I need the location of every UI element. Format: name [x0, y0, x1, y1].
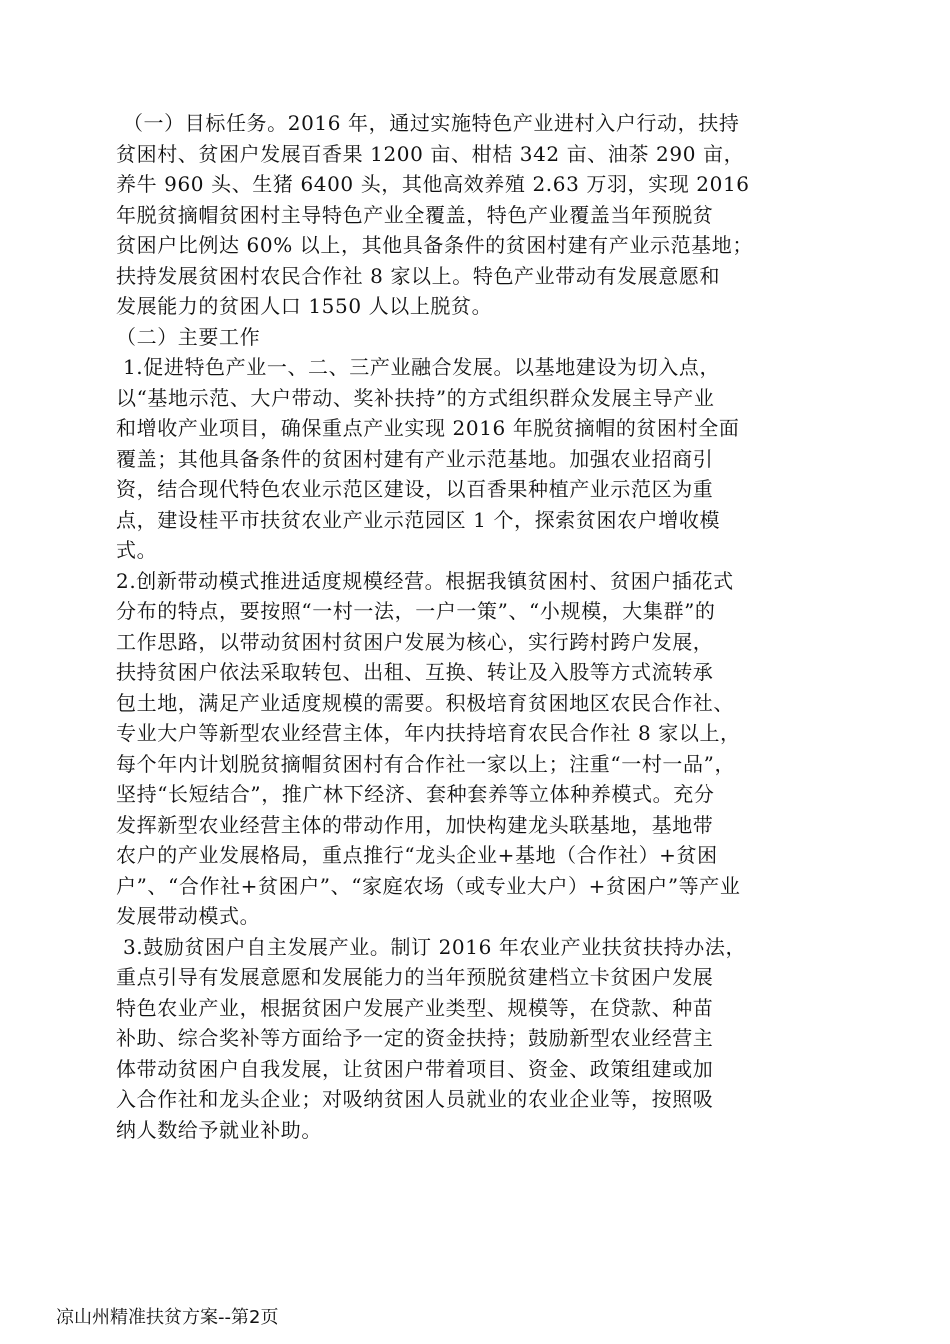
text-line: 纳人数给予就业补助。 — [116, 1117, 322, 1142]
text-line: 包土地，满足产业适度规模的需要。积极培育贫困地区农民合作社、 — [116, 690, 734, 715]
text-line: 农户的产业发展格局，重点推行“龙头企业+基地（合作社）+贫困 — [116, 843, 718, 867]
text-line: 扶持发展贫困村农民合作社 8 家以上。特色产业带动有发展意愿和 — [116, 263, 721, 288]
text-line: 以“基地示范、大户带动、奖补扶持”的方式组织群众发展主导产业 — [116, 385, 715, 410]
text-line: 分布的特点，要按照“一村一法，一户一策”、“小规模，大集群”的 — [116, 599, 716, 623]
text-line: 发展能力的贫困人口 1550 人以上脱贫。 — [116, 294, 493, 318]
text-line: 1.促进特色产业一、二、三产业融合发展。以基地建设为切入点， — [116, 355, 721, 379]
text-line: 点，建设桂平市扶贫农业产业示范园区 1 个，探索贫困农户增收模 — [116, 507, 721, 532]
page-footer: 凉山州精准扶贫方案--第2页 — [56, 1307, 279, 1328]
text-line: 养牛 960 头、生猪 6400 头，其他高效养殖 2.63 万羽，实现 2016 — [116, 172, 750, 196]
text-line: 覆盖；其他具备条件的贫困村建有产业示范基地。加强农业招商引 — [116, 446, 714, 471]
text-line: 资，结合现代特色农业示范区建设，以百香果种植产业示范区为重 — [116, 477, 714, 501]
text-line: 重点引导有发展意愿和发展能力的当年预脱贫建档立卡贫困户发展 — [116, 965, 714, 989]
text-line: 专业大户等新型农业经营主体，年内扶持培育农民合作社 8 家以上， — [116, 721, 741, 745]
text-line: 式。 — [116, 538, 158, 562]
text-line: 3.鼓励贫困户自主发展产业。制订 2016 年农业产业扶贫扶持办法， — [116, 934, 747, 959]
text-line: 户”、“合作社+贫困户”、“家庭农场（或专业大户）+贫困户”等产业 — [116, 873, 741, 898]
text-line: 贫困村、贫困户发展百香果 1200 亩、柑桔 342 亩、油茶 290 亩， — [116, 141, 745, 166]
section-heading: （二）主要工作 — [116, 324, 261, 349]
text-line: 每个年内计划脱贫摘帽贫困村有合作社一家以上；注重“一村一品”， — [116, 751, 736, 776]
text-line: 体带动贫困户自我发展，让贫困户带着项目、资金、政策组建或加 — [116, 1056, 714, 1081]
text-line: 发展带动模式。 — [116, 904, 261, 928]
text-line: 贫困户比例达 60% 以上，其他具备条件的贫困村建有产业示范基地； — [116, 233, 753, 257]
text-line: 扶持贫困户依法采取转包、出租、互换、转让及入股等方式流转承 — [116, 660, 714, 684]
text-line: 年脱贫摘帽贫困村主导特色产业全覆盖，特色产业覆盖当年预脱贫 — [116, 202, 714, 227]
document-body — [116, 108, 846, 1145]
text-line: 入合作社和龙头企业；对吸纳贫困人员就业的农业企业等，按照吸 — [116, 1087, 714, 1111]
text-line: （一）目标任务。2016 年，通过实施特色产业进村入户行动，扶持 — [116, 111, 740, 135]
text-line: 工作思路，以带动贫困村贫困户发展为核心，实行跨村跨户发展， — [116, 629, 714, 654]
text-line: 2.创新带动模式推进适度规模经营。根据我镇贫困村、贫困户插花式 — [116, 568, 734, 593]
text-line: 补助、综合奖补等方面给予一定的资金扶持；鼓励新型农业经营主 — [116, 1026, 714, 1050]
text-line: 坚持“长短结合”，推广林下经济、套种套养等立体种养模式。充分 — [116, 782, 715, 806]
text-line: 和增收产业项目，确保重点产业实现 2016 年脱贫摘帽的贫困村全面 — [116, 416, 740, 440]
text-line: 特色农业产业，根据贫困户发展产业类型、规模等，在贷款、种苗 — [116, 995, 714, 1020]
text-line: 发挥新型农业经营主体的带动作用，加快构建龙头联基地，基地带 — [116, 812, 714, 837]
